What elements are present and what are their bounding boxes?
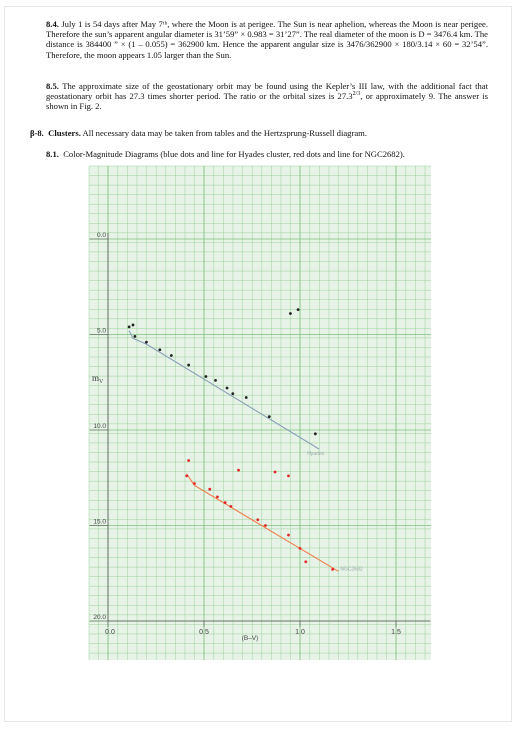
x-tick-label: 1.0 <box>295 629 305 636</box>
y-tick-label: 5.0 <box>96 327 106 335</box>
exponent: 2/3 <box>352 91 361 98</box>
data-point <box>216 495 219 498</box>
data-point <box>245 396 248 399</box>
y-tick-label: 15.0 <box>93 518 106 526</box>
data-point <box>297 308 300 311</box>
data-point <box>208 488 211 491</box>
y-axis-label: $m_V$ <box>92 373 104 385</box>
data-point <box>226 387 229 390</box>
data-point <box>274 471 277 474</box>
data-point <box>128 325 131 328</box>
data-point <box>231 392 234 395</box>
section-title: Clusters. <box>48 128 81 138</box>
x-tick-label: 0.0 <box>105 629 115 636</box>
data-point <box>193 482 196 485</box>
y-axis-label-sub: V <box>99 379 104 385</box>
x-tick-label: 1.5 <box>391 629 401 636</box>
data-point <box>145 341 148 344</box>
y-tick-label: 20.0 <box>93 614 106 621</box>
paragraph-label: 8.1. <box>46 149 59 159</box>
section-text: All necessary data may be taken from tables and the Hertzsprung-Russell diagram. <box>82 128 367 138</box>
data-point <box>170 354 173 357</box>
data-point <box>304 560 307 563</box>
section-label: β-8. <box>30 128 44 138</box>
series-label: Hyades <box>307 451 325 458</box>
paragraph-label: 8.5. <box>46 81 59 91</box>
paragraph-label: 8.4. <box>46 19 59 29</box>
x-axis-label: (B–V) <box>241 635 259 642</box>
data-point <box>187 364 190 367</box>
data-point <box>214 379 217 382</box>
y-tick-label: 0.0 <box>96 232 106 239</box>
data-point <box>187 459 190 462</box>
data-point <box>205 375 208 378</box>
data-point <box>289 312 292 315</box>
data-point <box>158 348 161 351</box>
data-point <box>256 518 259 521</box>
data-point <box>287 474 290 477</box>
y-tick-label: 10.0 <box>93 423 106 430</box>
data-point <box>314 432 317 435</box>
data-point <box>229 505 232 508</box>
data-point <box>132 324 135 327</box>
paragraph-text: July 1 is 54 days after May 7ᵗʰ, where the Moon is at perigee. The Sun is near aphelion, whereas the Moon is near perigee. Therefore the sun’s apparent angular diameter is 31’59” × 0.983 = 31’27”. The real diameter of the moon is D = 3476.4 km. The distance is 384400 ” × (1 – 0.055) = 362900 km. Hence the apparent angular size is 3476/362900 × 180/3.14 × 60 = 32’54”. Therefore, the moon appears 1.05 larger than the Sun. <box>46 19 488 60</box>
series-label: NGC2682 <box>340 566 363 573</box>
data-point <box>299 547 302 550</box>
data-point <box>268 415 271 418</box>
paragraph-text: The approximate size of the geostationary orbit may be found using the Kepler’s III law, with the additional fact that geostationary orbit has 27.3 times shorter period. The ratio or the orbital sizes is 27.3 <box>46 81 488 102</box>
data-point <box>224 501 227 504</box>
x-tick-label: 0.5 <box>199 629 209 636</box>
data-point <box>185 474 188 477</box>
data-point <box>331 568 334 571</box>
data-point <box>264 524 267 527</box>
paragraph-text: Color-Magnitude Diagrams (blue dots and line for Hyades cluster, red dots and line for NGC2682). <box>63 149 405 159</box>
data-point <box>287 534 290 537</box>
paragraph-text-tail: , or approximately 9. The answer is shown in Fig. 2. <box>46 91 488 112</box>
data-point <box>237 469 240 472</box>
data-point <box>133 335 136 338</box>
